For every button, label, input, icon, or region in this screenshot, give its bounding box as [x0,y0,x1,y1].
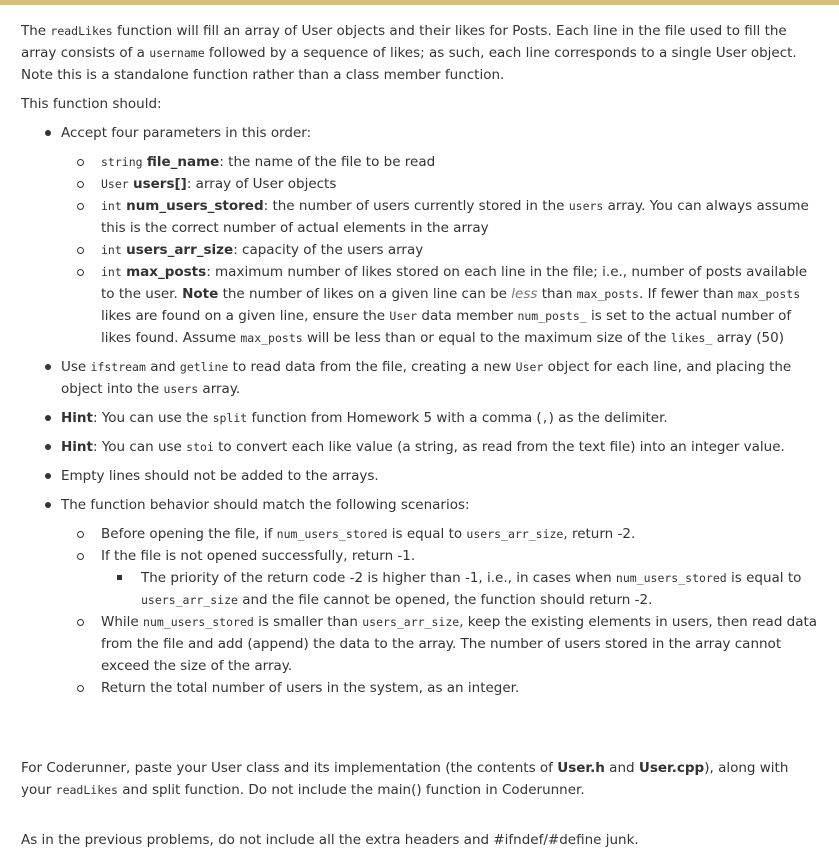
problem-description [21,20,821,851]
requirement-ifstream: Use ifstream and getline to read data from the file, creating a new User object for each line, and placing the object into the users array. [45,356,821,400]
hint-stoi: Hint: You can use stoi to convert each like value (a string, as read from the text file) into an integer value. [45,436,821,458]
scenario-return-total: Return the total number of users in the system, as an integer. [77,677,821,699]
scenario-append: While num_users_stored is smaller than users_arr_size, keep the existing elements in users, then read data from the file and add (append) the data to the array. The number of users stored in the array cannot exceed the size of the array. [77,611,821,677]
code-readlikes: readLikes [50,24,113,38]
requirement-empty-lines: Empty lines should not be added to the arrays. [45,465,821,487]
scenario-return-minus-2: Before opening the file, if num_users_stored is equal to users_arr_size, return -2. [77,523,821,545]
requirements-list [45,122,821,699]
param-users-arr-size: int users_arr_size: capacity of the users array [77,239,821,261]
function-should-label: This function should: [21,96,162,112]
priority-note: The priority of the return code -2 is higher than -1, i.e., in cases when num_users_stored is equal to users_arr_size and the file cannot be opened, the function should return -2. [117,567,821,611]
param-users: User users[]: array of User objects [77,173,821,195]
hint-split: Hint: You can use the split function from Homework 5 with a comma (,) as the delimiter. [45,407,821,429]
param-max-posts: int max_posts: maximum number of likes stored on each line in the file; i.e., number of posts available to the user. Note the number of likes on a given line can be less than max_posts. If fewer than max_posts likes are found on a given line, ensure the User data member num_posts_ is set to the actual number of likes found. Assume max_posts will be less than or equal to the maximum size of the likes_ array (50) [77,261,821,349]
requirement-parameters: Accept four parameters in this order: string file_name: the name of the file to be read User users[]: array of User objects int num_users_stored: the number of users currently stored in the users array. You can always assume this is the correct number of actual elements in the array int users_arr_size: capacity of the users array int max_posts: maximum number of likes stored on each line in the file; i.e., number of posts available to the user. Note the number of likes on a given line can be less than max_posts. If fewer than max_posts likes are found on a given line, ensure the User data member num_posts_ is set to the actual number of likes found. Assume max_posts will be less than or equal to the maximum size of the likes_ array (50) [45,122,821,349]
parameter-list [61,151,821,349]
code-username: username [149,46,205,60]
priority-note-list [101,567,821,611]
scenario-return-minus-1: If the file is not opened successfully, return -1. The priority of the return code -2 is higher than -1, i.e., in cases when num_users_stored is equal to users_arr_size and the file cannot be opened, the function should return -2. [77,545,821,611]
final-note: As in the previous problems, do not include all the extra headers and #ifndef/#define junk. [21,832,639,848]
coderunner-instructions: For Coderunner, paste your User class and its implementation (the contents of User.h and User.cpp), along with your readLikes and split function. Do not include the main() function in Coderunner. [21,760,789,798]
requirement-scenarios: The function behavior should match the following scenarios: Before opening the file, if num_users_stored is equal to users_arr_size, return -2. If the file is not opened successfully, return -1. The priority of the return code -2 is higher than -1, i.e., in cases when num_users_stored is equal to users_arr_size and the file cannot be opened, the function should return -2. While num_users_stored is smaller than users_arr_size, keep the existing elements in users, then read data from the file and add (append) the data to the array. The number of users stored in the array cannot exceed the size of the array. Return the total number of users in the system, as an integer. [45,494,821,699]
param-file-name: string file_name: the name of the file to be read [77,151,821,173]
param-num-users-stored: int num_users_stored: the number of users currently stored in the users array. You can always assume this is the correct number of actual elements in the array [77,195,821,239]
top-accent-bar [0,0,839,5]
scenario-list [61,523,821,699]
intro-paragraph: The readLikes function will fill an array of User objects and their likes for Posts. Each line in the file used to fill the array consists of a username followed by a sequence of likes; as such, each line corresponds to a single User object. Note this is a standalone function rather than a class member function. [21,23,797,83]
